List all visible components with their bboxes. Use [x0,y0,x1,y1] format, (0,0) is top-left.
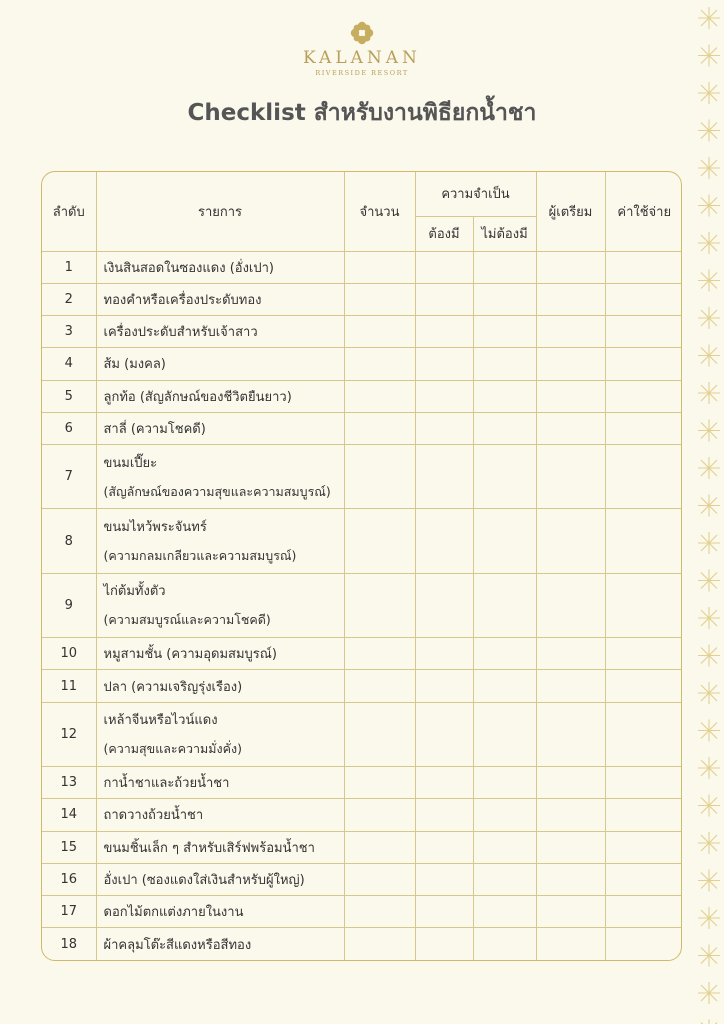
not-required-cell[interactable] [473,251,536,283]
required-cell[interactable] [415,928,473,960]
quantity-cell[interactable] [344,670,415,702]
required-cell[interactable] [415,831,473,863]
table-row [42,573,682,637]
item-label: ขนมชิ้นเล็ก ๆ สำหรับเสิร์ฟพร้อมน้ำชา [103,840,315,856]
preparer-cell[interactable] [536,573,605,637]
item-label: กาน้ำชาและถ้วยน้ำชา [103,776,230,792]
row-item [96,767,344,799]
row-number: 1 [42,251,96,283]
header-quantity: จำนวน [344,172,415,251]
table-row [42,799,682,831]
not-required-cell[interactable] [473,670,536,702]
row-number: 6 [42,412,96,444]
cost-cell[interactable] [605,895,682,927]
row-item [96,638,344,670]
not-required-cell[interactable] [473,348,536,380]
not-required-cell[interactable] [473,283,536,315]
required-cell[interactable] [415,638,473,670]
row-item [96,412,344,444]
required-cell[interactable] [415,702,473,766]
quantity-cell[interactable] [344,412,415,444]
preparer-cell[interactable] [536,412,605,444]
table-row [42,863,682,895]
quantity-cell[interactable] [344,702,415,766]
checklist-table [41,171,682,961]
preparer-cell[interactable] [536,509,605,573]
required-cell[interactable] [415,283,473,315]
preparer-cell[interactable] [536,670,605,702]
not-required-cell[interactable] [473,702,536,766]
item-label: ปลา (ความเจริญรุ่งเรือง) [103,679,243,695]
preparer-cell[interactable] [536,380,605,412]
required-cell[interactable] [415,863,473,895]
row-number: 18 [42,928,96,960]
row-number: 17 [42,895,96,927]
item-label: เหล้าจีนหรือไวน์แดง [103,713,218,729]
star-pattern-icon [684,0,724,1024]
header-necessity: ความจำเป็น [415,172,536,216]
row-number: 8 [42,509,96,573]
row-number: 14 [42,799,96,831]
row-item [96,573,344,637]
row-number: 12 [42,702,96,766]
row-item [96,348,344,380]
row-item [96,509,344,573]
cost-cell[interactable] [605,573,682,637]
brand-name: KALANAN [303,48,421,68]
required-cell[interactable] [415,767,473,799]
row-number: 16 [42,863,96,895]
preparer-cell[interactable] [536,767,605,799]
row-number: 2 [42,283,96,315]
required-cell[interactable] [415,316,473,348]
cost-cell[interactable] [605,283,682,315]
required-cell[interactable] [415,799,473,831]
required-cell[interactable] [415,445,473,509]
table-row [42,509,682,573]
cost-cell[interactable] [605,316,682,348]
quantity-cell[interactable] [344,638,415,670]
row-number: 11 [42,670,96,702]
quantity-cell[interactable] [344,895,415,927]
item-label: ทองคำหรือเครื่องประดับทอง [103,292,262,308]
row-number: 4 [42,348,96,380]
cost-cell[interactable] [605,799,682,831]
table-row [42,445,682,509]
quantity-cell[interactable] [344,445,415,509]
page-title: Checklist สำหรับงานพิธียกน้ำชา [187,100,537,126]
cost-cell[interactable] [605,638,682,670]
cost-cell[interactable] [605,702,682,766]
table-row [42,767,682,799]
item-label: อั่งเปา (ซองแดงใส่เงินสำหรับผู้ใหญ่) [103,872,305,888]
item-label: สาลี่ (ความโชคดี) [103,421,206,437]
quantity-cell[interactable] [344,799,415,831]
required-cell[interactable] [415,509,473,573]
item-note: (ความกลมเกลียวและความสมบูรณ์) [103,548,297,564]
table-row [42,348,682,380]
not-required-cell[interactable] [473,573,536,637]
preparer-cell[interactable] [536,895,605,927]
item-note: (สัญลักษณ์ของความสุขและความสมบูรณ์) [103,483,331,499]
required-cell[interactable] [415,251,473,283]
row-item [96,283,344,315]
required-cell[interactable] [415,895,473,927]
row-item [96,670,344,702]
quantity-cell[interactable] [344,831,415,863]
row-item [96,445,344,509]
row-number: 5 [42,380,96,412]
item-label: ส้ม (มงคล) [103,357,166,373]
row-number: 7 [42,445,96,509]
not-required-cell[interactable] [473,509,536,573]
quantity-cell[interactable] [344,863,415,895]
item-label: ดอกไม้ตกแต่งภายในงาน [103,905,244,921]
item-label: ไก่ต้มทั้งตัว [103,584,166,600]
brand-subtitle: RIVERSIDE RESORT [315,69,409,77]
table-row [42,928,682,960]
header-preparer: ผู้เตรียม [536,172,605,251]
cost-cell[interactable] [605,412,682,444]
preparer-cell[interactable] [536,702,605,766]
header-not-required: ไม่ต้องมี [473,216,536,251]
not-required-cell[interactable] [473,928,536,960]
row-number: 15 [42,831,96,863]
quantity-cell[interactable] [344,283,415,315]
item-label: ผ้าคลุมโต๊ะสีแดงหรือสีทอง [103,937,252,953]
preparer-cell[interactable] [536,928,605,960]
item-note: (ความสุขและความมั่งคั่ง) [103,741,242,757]
cost-cell[interactable] [605,445,682,509]
cost-cell[interactable] [605,928,682,960]
preparer-cell[interactable] [536,251,605,283]
cost-cell[interactable] [605,863,682,895]
item-note: (ความสมบูรณ์และความโชคดี) [103,612,271,628]
item-label: ถาดวางถ้วยน้ำชา [103,808,204,824]
quantity-cell[interactable] [344,573,415,637]
row-item [96,863,344,895]
row-item [96,831,344,863]
table-row [42,283,682,315]
required-cell[interactable] [415,348,473,380]
item-label: ขนมเปี๊ยะ [103,455,158,471]
table-row [42,895,682,927]
preparer-cell[interactable] [536,799,605,831]
cost-cell[interactable] [605,380,682,412]
required-cell[interactable] [415,412,473,444]
row-number: 9 [42,573,96,637]
preparer-cell[interactable] [536,445,605,509]
quantity-cell[interactable] [344,928,415,960]
preparer-cell[interactable] [536,863,605,895]
table-row [42,380,682,412]
preparer-cell[interactable] [536,283,605,315]
header-item: รายการ [96,172,344,251]
row-number: 13 [42,767,96,799]
not-required-cell[interactable] [473,445,536,509]
header-order: ลำดับ [42,172,96,251]
table-row [42,412,682,444]
header-cost: ค่าใช้จ่าย [605,172,682,251]
cost-cell[interactable] [605,831,682,863]
cost-cell[interactable] [605,670,682,702]
required-cell[interactable] [415,380,473,412]
quantity-cell[interactable] [344,316,415,348]
row-item [96,316,344,348]
quantity-cell[interactable] [344,348,415,380]
flower-logo-icon [349,20,375,46]
item-label: ลูกท้อ (สัญลักษณ์ของชีวิตยืนยาว) [103,389,292,405]
table-row [42,316,682,348]
item-label: เครื่องประดับสำหรับเจ้าสาว [103,325,258,341]
not-required-cell[interactable] [473,412,536,444]
cost-cell[interactable] [605,509,682,573]
cost-cell[interactable] [605,348,682,380]
not-required-cell[interactable] [473,316,536,348]
required-cell[interactable] [415,670,473,702]
table-row [42,702,682,766]
row-item [96,251,344,283]
not-required-cell[interactable] [473,767,536,799]
not-required-cell[interactable] [473,895,536,927]
table-row [42,251,682,283]
quantity-cell[interactable] [344,767,415,799]
header-required: ต้องมี [415,216,473,251]
row-item [96,928,344,960]
quantity-cell[interactable] [344,509,415,573]
not-required-cell[interactable] [473,380,536,412]
decorative-star-border [684,0,724,1024]
row-item [96,799,344,831]
header-row [42,172,682,216]
item-label: หมูสามชั้น (ความอุดมสมบูรณ์) [103,647,277,663]
row-item [96,380,344,412]
item-label: เงินสินสอดในซองแดง (อั่งเปา) [103,260,274,276]
row-item [96,702,344,766]
table-row [42,831,682,863]
row-number: 10 [42,638,96,670]
not-required-cell[interactable] [473,831,536,863]
table-row [42,670,682,702]
quantity-cell[interactable] [344,251,415,283]
cost-cell[interactable] [605,251,682,283]
brand-logo [0,20,724,77]
not-required-cell[interactable] [473,799,536,831]
quantity-cell[interactable] [344,380,415,412]
item-label: ขนมไหว้พระจันทร์ [103,520,207,536]
table-row [42,638,682,670]
preparer-cell[interactable] [536,638,605,670]
preparer-cell[interactable] [536,316,605,348]
preparer-cell[interactable] [536,348,605,380]
not-required-cell[interactable] [473,863,536,895]
preparer-cell[interactable] [536,831,605,863]
row-item [96,895,344,927]
not-required-cell[interactable] [473,638,536,670]
required-cell[interactable] [415,573,473,637]
row-number: 3 [42,316,96,348]
cost-cell[interactable] [605,767,682,799]
